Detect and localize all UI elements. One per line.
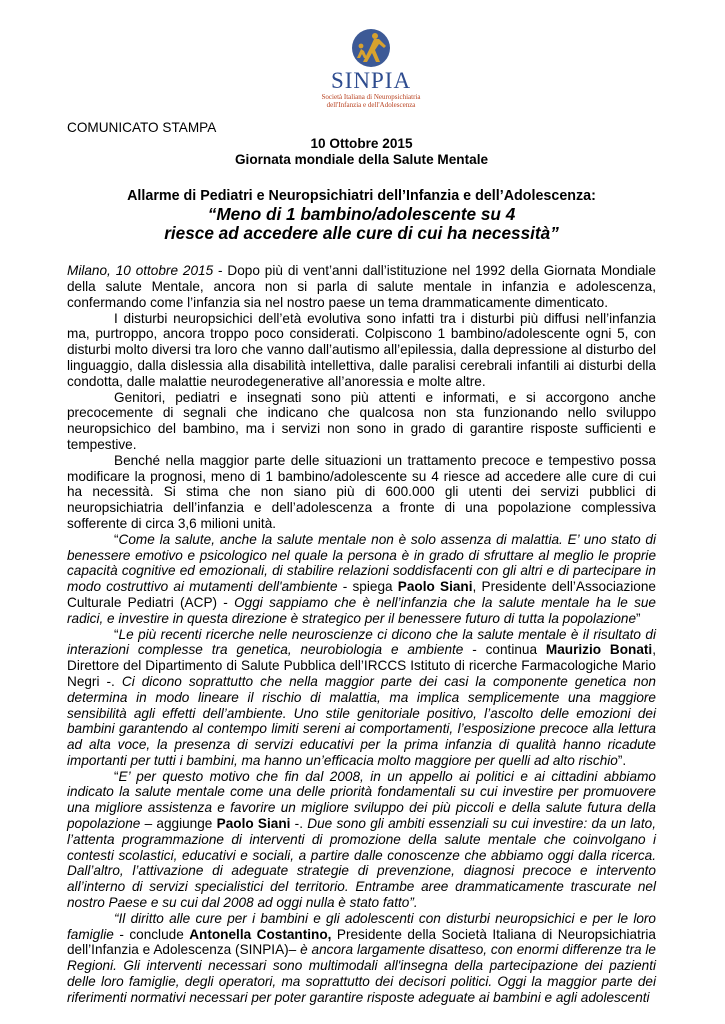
paragraph-7: “E’ per questo motivo che fin dal 2008, in un appello ai politici e ai cittadini abbiamo indicato la salute mentale come una delle priorità fondamentali su cui investire per promuovere una migliore assistenza e favorire un migliore sviluppo dei più piccoli e della salute futura della popolazione – aggiunge Paolo Siani -. Due sono gli ambiti essenziali su cui investire: da un lato, l’attenta programmazione di interventi di promozione della salute mentale che coinvolgano i contesti scolastici, educativi e sociali, a partire dalle conoscenze che abbiamo oggi dalla ricerca. Dall’altro, l’attivazione di adeguate strategie di prevenzione, diagnosi precoce e intervento all’interno di servizi specialistici del territorio. Entrambe aree drammaticamente trascurate nel nostro Paese e su cui dal 2008 ad oggi nulla è stato fatto”. — [67, 768, 656, 911]
paragraph-5: “Come la salute, anche la salute mentale non è solo assenza di malattia. E’ uno stato di benessere emotivo e psicologico nel quale la persona è in grado di sfruttare al meglio le proprie capacità cognitive ed emozionali, di stabilire relazioni soddisfacenti con gli altri e di partecipare in modo costruttivo ai mutamenti dell'ambiente - spiega Paolo Siani, Presidente dell’Associazione Culturale Pediatri (ACP) - Oggi sappiamo che è nell’infanzia che la salute mentale ha le sue radici, e investire in questa direzione è strategico per il benessere futuro di tutta la popolazione” — [67, 531, 656, 626]
speaker-name: Antonella Costantino, — [189, 926, 332, 942]
article-body — [67, 263, 656, 1005]
headline-title-line-2: riesce ad accedere alle cure di cui ha necessità” — [164, 223, 559, 244]
release-date: 10 Ottobre 2015 — [310, 135, 413, 151]
speaker-name: Paolo Siani — [216, 816, 291, 832]
speaker-name: Paolo Siani — [397, 579, 473, 595]
sinpia-emblem-icon — [347, 28, 395, 68]
speaker-name: Maurizio Bonati — [545, 642, 653, 658]
press-release-document — [67, 120, 656, 1006]
paragraph-4: Benché nella maggior parte delle situazioni un trattamento precoce e tempestivo possa modificare la prognosi, meno di 1 bambino/adolescente su 4 riesce ad accedere alle cure di cui ha necessità. Si stima che non siano più di 600.000 gli utenti dei servizi pubblici di neuropsichiatria dell’infanzia e dell’adolescenza a fronte di una popolazione complessiva sofferente di circa 3,6 milioni unità. — [67, 452, 656, 531]
logo-name: SINPIA — [330, 68, 412, 93]
headline-kicker: Allarme di Pediatri e Neuropsichiatri dell’Infanzia e dell’Adolescenza: — [127, 188, 596, 205]
press-release-label: COMUNICATO STAMPA — [67, 120, 217, 135]
sinpia-logo — [296, 28, 446, 109]
paragraph-1: Milano, 10 ottobre 2015 - Dopo più di vent’anni dall’istituzione nel 1992 della Giornata Mondiale della salute Mentale, ancora non si parla di salute mentale in infanzia e adolescenza, confermando come l’infanzia sia nel nostro paese un tema drammaticamente dimenticato. — [67, 263, 656, 310]
paragraph-6: “Le più recenti ricerche nelle neuroscienze ci dicono che la salute mentale è il risultato di interazioni complesse tra genetica, neurobiologia e ambiente - continua Maurizio Bonati, Direttore del Dipartimento di Salute Pubblica dell’IRCCS Istituto di ricerche Farmacologiche Mario Negri -. Ci dicono soprattutto che nella maggior parte dei casi la componente genetica non determina in modo lineare il rischio di malattia, ma implica semplicemente una maggiore sensibilità agli effetti dell’ambiente. Uno stile genitoriale positivo, l’ascolto delle emozioni dei bambini garantendo al contempo limiti sereni ai comportamenti, l’esposizione precoce alla lettura ad alta voce, la presenza di servizi educativi per la prima infanzia di qualità hanno ricadute importanti per tutti i bambini, ma hanno un’efficacia molto maggiore per quelli ad alto rischio”. — [67, 626, 656, 768]
dateline: Milano, 10 ottobre 2015 — [67, 263, 214, 279]
paragraph-8: “Il diritto alle cure per i bambini e gli adolescenti con disturbi neuropsichici e per le loro famiglie - conclude Antonella Costantino, Presidente della Società Italiana di Neuropsichiatria dell’Infanzia e Adolescenza (SINPIA)– è ancora largamente disatteso, con enormi differenze tra le Regioni. Gli interventi necessari sono multimodali all'insegna della partecipazione dei pazienti delle loro famiglie, degli operatori, ma soprattutto dei decisori politici. Oggi la maggior parte dei riferimenti normativi necessari per poter garantire risposte adeguate ai bambini e agli adolescenti — [67, 910, 656, 1005]
paragraph-3: Genitori, pediatri e insegnati sono più attenti e informati, e si accorgono anche precocemente di segnali che indicano che qualcosa non sta funzionando nello sviluppo neuropsichico del bambino, ma i servizi non sono in grado di garantire risposte sufficienti e tempestive. — [67, 389, 656, 452]
logo-subtitle-1: Società Italiana di Neuropsichiatria — [321, 93, 421, 101]
paragraph-2: I disturbi neuropsichici dell’età evolutiva sono infatti tra i disturbi più diffusi nell’infanzia ma, purtroppo, ancora troppo poco considerati. Colpiscono 1 bambino/adolescente ogni 5, con disturbi molto diversi tra loro che vanno dall’autismo all’epilessia, dalla depressione al disturbo del linguaggio, dalla dislessia alla disabilità intellettiva, dalle paralisi cerebrali infantili ai disturbi della condotta, dalle malattie neurodegenerative all’anoressia e molte altre. — [67, 310, 656, 389]
event-name: Giornata mondiale della Salute Mentale — [234, 151, 489, 167]
logo-subtitle-2: dell'Infanzia e dell'Adolescenza — [326, 101, 416, 109]
headline-title-line-1: “Meno di 1 bambino/adolescente su 4 — [207, 204, 516, 225]
